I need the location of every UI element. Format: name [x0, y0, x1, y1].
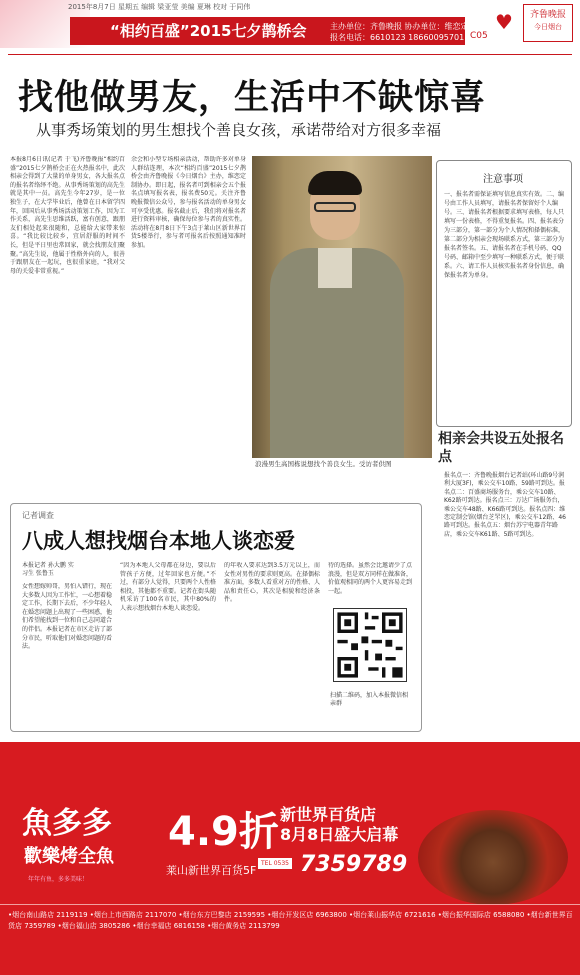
- survey-column-1: 女性想嫁帅哥，男怕入错行，现在大多数人因为工作忙，一心想着稳定工作，长期下去后，不少年轻人在婚恋问题上出现了一些困惑，他们希望能找到一位和自己志同道合的伴侣。本报记者在市区走访了部分市民，听取他们对婚恋问题的看法。: [22, 583, 112, 651]
- ad-phone: 7359789: [300, 852, 408, 877]
- registration-points-title: 相亲会共设五处报名点: [438, 431, 564, 465]
- notice-title: 注意事项: [483, 174, 523, 185]
- newspaper-logo: [523, 4, 573, 42]
- heart-icon: ♥: [495, 10, 513, 34]
- ad-store-location: 莱山新世界百货5F: [166, 864, 257, 877]
- grilled-fish-image: [418, 810, 568, 905]
- survey-title: 八成人想找烟台本地人谈恋爱: [22, 529, 295, 553]
- ad-brand-sub: 歡樂烤全魚: [24, 846, 114, 867]
- ad-mall-name: 新世界百货店: [280, 805, 377, 824]
- ad-slogan: 年年有鱼，多多美味！: [28, 876, 89, 883]
- article-column-2: 余会和小型专场相亲活动，帮助许多对单身人群结连理，本次“相约百盛”2015七夕鹊桥会由齐鲁晚报《今日烟台》主办，维恋定制协办。即日起，报名者可到相亲会五个报名点填写报名表，报名费50元。关注齐鲁晚报微信公众号，参与报名活动的单身男女可享受优惠。报名截止后，我们将对报名者进行资料审核，确保每位参与者的真实性。活动将在8月8日下午3点于莱山区新世界百货5楼举行，参与者可报名后按照通知准时参加。: [131, 156, 246, 249]
- notice-text: 一、报名者需保证填写信息真实有效。二、编号由工作人员填写，请报名者保留好个人编号。三、请报名者根据要求填写表格，每人只填写一份表格，不得重复报名。四、报名表分为三部分，第一部分为个人情况和择偶标准，第二部分为相亲会现场联系方式，第三部分为报名者签名。五、请报名者在手机号码、QQ号码、邮箱中至少填写一种联系方式，便于联系。六、请工作人员核实报名者身份信息，确保报名者为单身。: [444, 191, 565, 279]
- ad-divider: [0, 904, 580, 905]
- survey-byline: 本报记者 孙大鹏 实习生 张鲁玉: [22, 562, 74, 577]
- portrait-photo: [252, 156, 432, 458]
- section-title: “相约百盛”2015七夕鹊桥会: [110, 22, 307, 40]
- registration-points-text: 报名点一：齐鲁晚报烟台记者站(环山路9号润利大厦3F)，乘公交车10路、59路可到达。报名点二：百盛商场服务台，乘公交车10路、K62路可到达。报名点三：万达广场服务台，乘公交车48路、K66路可到达。报名点四：维恋定制会馆(烟台芝罘区)，乘公交车12路、46路可到达。报名点五：烟台苏宁电器青年路店，乘公交车K61路、5路可到达。: [444, 472, 566, 538]
- subheadline: 从事秀场策划的男生想找个善良女孩，承诺带给对方很多幸福: [36, 121, 442, 139]
- logo-tag: 今日烟台: [534, 23, 562, 31]
- hotline-line: 报名电话：6610123 18660095701: [330, 33, 465, 42]
- header-divider: [8, 54, 572, 55]
- headline: 找他做男友，生活中不缺惊喜: [18, 78, 487, 118]
- survey-column-4: 待的选择。虽然会比邀请少了点浪漫，但是双方同样在做准备，价值观相同的两个人更容易走到一起。: [328, 562, 412, 595]
- qr-caption: 扫描二维码，加入本报微信相亲群: [330, 692, 409, 707]
- ad-tel-label: TEL 0535: [258, 858, 292, 869]
- qr-code-icon[interactable]: [333, 608, 407, 682]
- organizer-line: 主办单位：齐鲁晚报 协办单位：维恋定制: [330, 22, 477, 31]
- survey-column-2: “因为本地人父母都在身边，要以后管孩子方便，过年回家也方便。”不过，有部分人觉得，只要两个人性格相投，其他都不重要。记者在街头随机采访了100名市民，其中80%的人表示想找烟台本地人谈恋爱。: [120, 562, 216, 612]
- survey-tag: 记者调查: [22, 511, 54, 520]
- page-number: C05: [470, 31, 488, 41]
- article-column-1: 本报8月6日讯(记者 于飞)齐鲁晚报“相约百盛”2015七夕鹊桥会正在火热报名中，此次相亲会得到了大量的单身男女，各大报名点的报名者络绎不绝。从事秀场策划的高先生就是其中一员。高先生今年27岁，是一位独生子，在大学毕业后，他曾在日本留学四年，回国后从事秀场活动策划工作，因为工作关系，高先生思维活跃，富有创意，跟朋友们相处起来很随和，总能给大家带来惊喜。“我比较比较乡，宜居舒服的时间不长，但是平日里也常回家，就会找朋友们聚聚。”高先生说，他属于性格外向的人，很善于跟朋友在一起玩，也很重家庭，“我对父母的关爱非常重视。”: [10, 156, 125, 275]
- ad-branch-list: •烟台南山路店 2119119 •烟台上市西路店 2117070 •烟台东方巴黎店 2159595 •烟台开发区店 6963800 •烟台莱山振华店 6721616 •烟台振华国际店 6588080 •烟台新世界百货店 7359789 •烟台福山店 3805286 •烟台幸福店 6816158 •烟台黄务店 2113799: [8, 911, 573, 930]
- logo-name: 齐鲁晚报: [529, 10, 566, 20]
- ad-brand: 魚多多: [22, 806, 112, 841]
- organizer-info: [330, 21, 477, 43]
- photo-caption: 浪漫男生高国栋说想找个善良女生。受访者供图: [255, 460, 392, 468]
- survey-column-3: 的年收入要求达到3.5万元以上，而女性对男性的要求则更高。在择偶标准方面，多数人看重对方的性格、人品和责任心，其次是相貌和经济条件。: [224, 562, 320, 604]
- ad-discount: 4.9折: [168, 809, 279, 855]
- edition-meta: 2015年8月7日 星期五 编辑 梁亚莹 美编 夏琳 校对 于同伟: [68, 3, 251, 11]
- ad-opening-date: 8月8日盛大启幕: [280, 825, 399, 844]
